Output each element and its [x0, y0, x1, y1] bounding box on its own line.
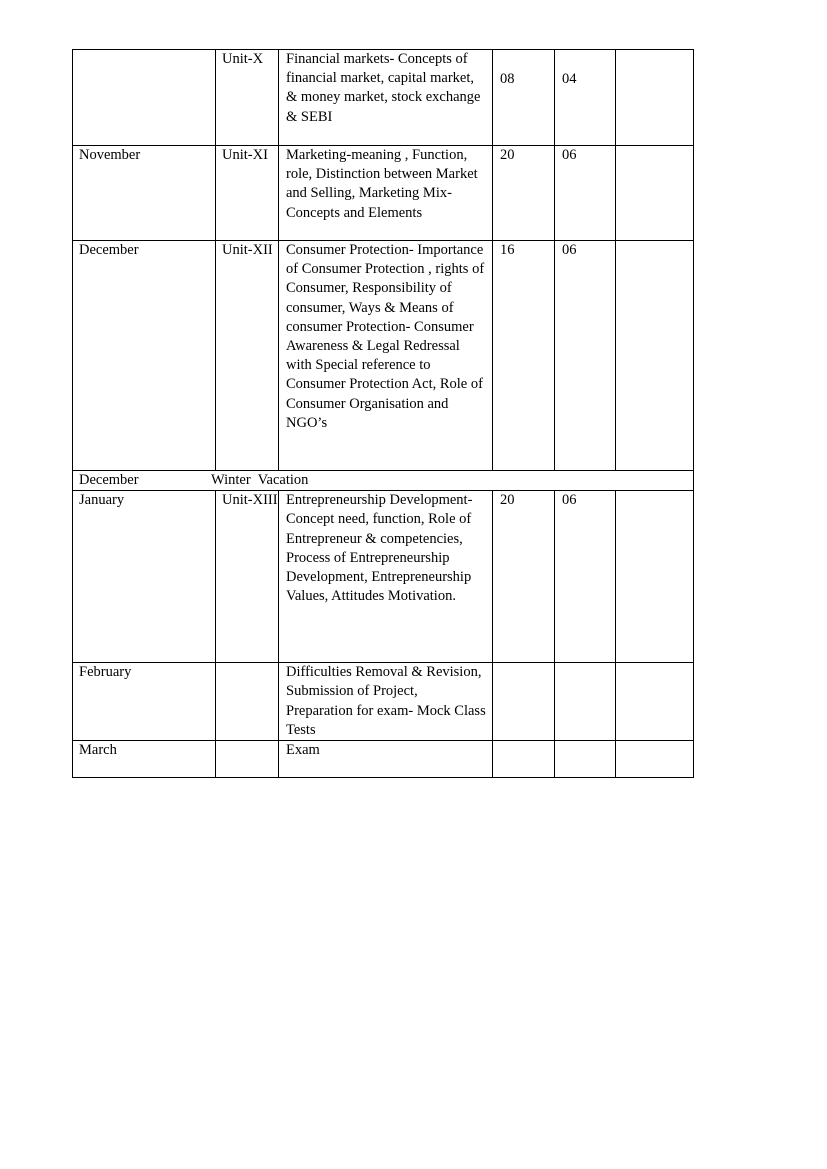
unit-cell	[216, 741, 279, 778]
syllabus-table	[72, 49, 694, 778]
topic-cell: Entrepreneurship Development-Concept need, function, Role of Entrepreneur & competencies, Process of Entrepreneurship Development, Entrepreneurship Values, Attitudes Motivation.	[279, 491, 493, 663]
periods-cell: 20	[493, 491, 555, 663]
unit-cell: Unit-XI	[216, 146, 279, 241]
table-row	[73, 471, 694, 491]
unit-cell: Unit-XIII	[216, 491, 279, 663]
remarks-cell	[616, 663, 694, 741]
month-cell: February	[73, 663, 216, 741]
topic-cell: Difficulties Removal & Revision, Submission of Project, Preparation for exam- Mock Class Tests	[279, 663, 493, 741]
topic-cell: Financial markets- Concepts of financial market, capital market, & money market, stock exchange & SEBI	[279, 50, 493, 146]
table-row	[73, 241, 694, 471]
topic-cell: Consumer Protection- Importance of Consumer Protection , rights of Consumer, Responsibility of consumer, Ways & Means of consumer Protection- Consumer Awareness & Legal Redressal with Special reference to Consumer Protection Act, Role of Consumer Organisation and NGO’s	[279, 241, 493, 471]
month-cell: December	[79, 472, 139, 488]
topic-cell: Exam	[279, 741, 493, 778]
table-row	[73, 741, 694, 778]
remarks-cell	[616, 146, 694, 241]
periods-cell: 16	[493, 241, 555, 471]
periods-cell	[493, 741, 555, 778]
remarks-cell	[616, 741, 694, 778]
month-cell: January	[73, 491, 216, 663]
marks-cell: 06	[555, 241, 616, 471]
table-row	[73, 491, 694, 663]
topic-cell: Marketing-meaning , Function, role, Distinction between Market and Selling, Marketing Mix- Concepts and Elements	[279, 146, 493, 241]
remarks-cell	[616, 491, 694, 663]
marks-cell	[555, 663, 616, 741]
month-cell	[73, 50, 216, 146]
periods-cell: 08	[493, 50, 555, 146]
unit-cell	[216, 663, 279, 741]
periods-cell: 20	[493, 146, 555, 241]
periods-cell	[493, 663, 555, 741]
month-cell: November	[73, 146, 216, 241]
month-cell: March	[73, 741, 216, 778]
table-row	[73, 146, 694, 241]
remarks-cell	[616, 241, 694, 471]
remarks-cell	[616, 50, 694, 146]
table-row	[73, 50, 694, 146]
marks-cell	[555, 741, 616, 778]
unit-cell: Unit-XII	[216, 241, 279, 471]
marks-cell: 06	[555, 491, 616, 663]
vacation-row-cell	[73, 471, 694, 491]
vacation-note: Winter Vacation	[211, 472, 309, 488]
month-cell: December	[73, 241, 216, 471]
table-row	[73, 663, 694, 741]
marks-cell: 06	[555, 146, 616, 241]
unit-cell: Unit-X	[216, 50, 279, 146]
marks-cell: 04	[555, 50, 616, 146]
